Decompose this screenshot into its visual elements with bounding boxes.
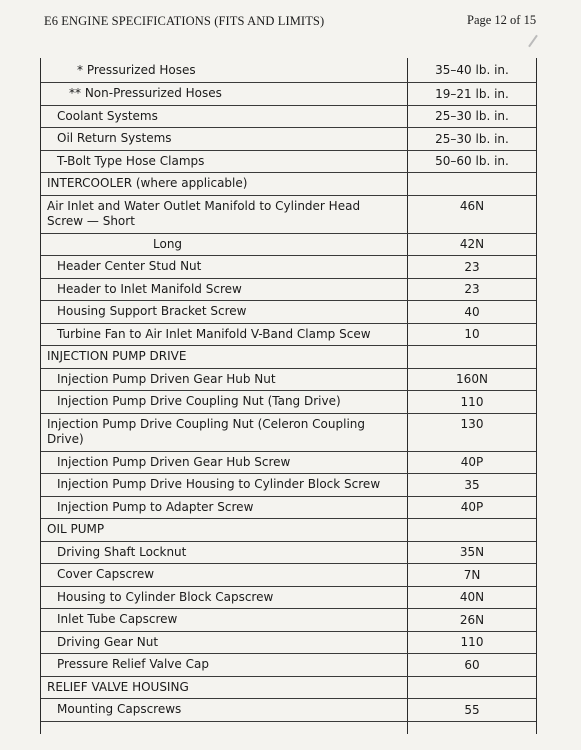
spec-value: 35N	[459, 545, 485, 560]
spec-label: Housing to Cylinder Block Capscrew	[41, 587, 408, 609]
spec-value: 35	[464, 477, 480, 492]
page-number: Page 12 of 15	[467, 13, 537, 27]
spec-value: 35–40 lb. in.	[435, 63, 509, 77]
spec-label: Inlet Tube Capscrew	[41, 609, 408, 631]
table-row	[41, 414, 536, 452]
scan-mark	[528, 35, 538, 48]
spec-value: 110	[460, 635, 484, 650]
spec-label: Coolant Systems	[41, 106, 408, 128]
table-row	[41, 106, 536, 129]
table-row	[41, 452, 536, 475]
spec-label: Cover Capscrew	[41, 564, 408, 586]
spec-label: Header to Inlet Manifold Screw	[41, 279, 408, 301]
table-row	[41, 699, 536, 722]
table-row	[41, 196, 536, 234]
spec-value	[408, 173, 536, 195]
table-row	[41, 256, 536, 279]
section-header-row	[41, 519, 536, 542]
spec-value: 25–30 lb. in.	[435, 109, 509, 124]
table-row	[41, 587, 536, 610]
section-heading: OIL PUMP	[41, 519, 408, 541]
spec-label: Header Center Stud Nut	[41, 256, 408, 278]
spec-label: Injection Pump Drive Housing to Cylinder Block Screw	[41, 474, 408, 496]
spec-value: 40P	[460, 455, 484, 470]
spec-label: Long	[41, 234, 408, 256]
spec-label: Injection Pump Drive Coupling Nut (Tang Drive)	[41, 391, 408, 413]
spec-value: 110	[460, 394, 484, 409]
section-header-row	[41, 677, 536, 700]
table-row	[41, 542, 536, 565]
spec-value: 42N	[459, 237, 485, 252]
spec-value: 55	[464, 702, 480, 717]
section-heading: INTERCOOLER (where applicable)	[41, 173, 408, 195]
spec-label: T-Bolt Type Hose Clamps	[41, 151, 408, 173]
spec-value: 40N	[459, 590, 485, 605]
spec-value: 7N	[463, 567, 481, 582]
table-row	[41, 234, 536, 257]
spec-value: 60	[464, 657, 480, 672]
table-row	[41, 632, 536, 655]
table-row	[41, 391, 536, 414]
table-row	[41, 564, 536, 587]
empty-cell	[408, 722, 536, 734]
spec-label: Pressure Relief Valve Cap	[41, 654, 408, 676]
spec-label: Injection Pump Driven Gear Hub Nut	[41, 369, 408, 391]
spec-value: 10	[464, 327, 480, 342]
spec-label: Driving Shaft Locknut	[41, 542, 408, 564]
table-row	[41, 301, 536, 324]
table-row	[41, 83, 536, 106]
spec-value: 40P	[460, 500, 484, 515]
spec-label: Injection Pump Driven Gear Hub Screw	[41, 452, 408, 474]
spec-label: Injection Pump Drive Coupling Nut (Celeron Coupling Drive)	[41, 414, 408, 451]
spec-value: 160N	[456, 372, 488, 387]
section-heading: RELIEF VALVE HOUSING	[41, 677, 408, 699]
spec-label: ** Non-Pressurized Hoses	[41, 83, 408, 105]
table-row	[41, 128, 536, 151]
spec-value	[408, 346, 536, 368]
specifications-table	[40, 58, 537, 734]
section-header-row	[41, 173, 536, 196]
spec-label: Turbine Fan to Air Inlet Manifold V-Band Clamp Scew	[41, 324, 408, 346]
spec-label: Mounting Capscrews	[41, 699, 408, 721]
table-row-continuation	[41, 722, 536, 734]
spec-value: 19–21 lb. in.	[435, 86, 509, 101]
section-header-row	[41, 346, 536, 369]
table-row	[41, 324, 536, 347]
spec-value: 23	[464, 282, 480, 297]
spec-value: 40	[464, 304, 480, 319]
table-row	[41, 609, 536, 632]
spec-value: 130	[460, 416, 484, 431]
spec-label: Driving Gear Nut	[41, 632, 408, 654]
empty-cell	[41, 722, 408, 734]
table-row	[41, 369, 536, 392]
document-title: E6 ENGINE SPECIFICATIONS (FITS AND LIMITS)	[44, 14, 325, 28]
spec-label: Oil Return Systems	[41, 128, 408, 150]
table-row	[41, 151, 536, 174]
spec-value: 46N	[459, 198, 485, 213]
table-row	[41, 474, 536, 497]
table-row	[41, 279, 536, 302]
table-row	[41, 58, 536, 83]
spec-label: Injection Pump to Adapter Screw	[41, 497, 408, 519]
spec-value	[408, 677, 536, 699]
spec-value: 50–60 lb. in.	[435, 154, 509, 169]
spec-label: Housing Support Bracket Screw	[41, 301, 408, 323]
section-heading: INJECTION PUMP DRIVE	[41, 346, 408, 368]
spec-label: Air Inlet and Water Outlet Manifold to Cylinder Head Screw — Short	[41, 196, 408, 233]
spec-label: * Pressurized Hoses	[41, 58, 408, 82]
spec-value: 25–30 lb. in.	[435, 131, 509, 146]
spec-value: 26N	[459, 612, 485, 627]
table-row	[41, 654, 536, 677]
spec-value	[408, 519, 536, 541]
table-row	[41, 497, 536, 520]
spec-value: 23	[464, 259, 480, 274]
